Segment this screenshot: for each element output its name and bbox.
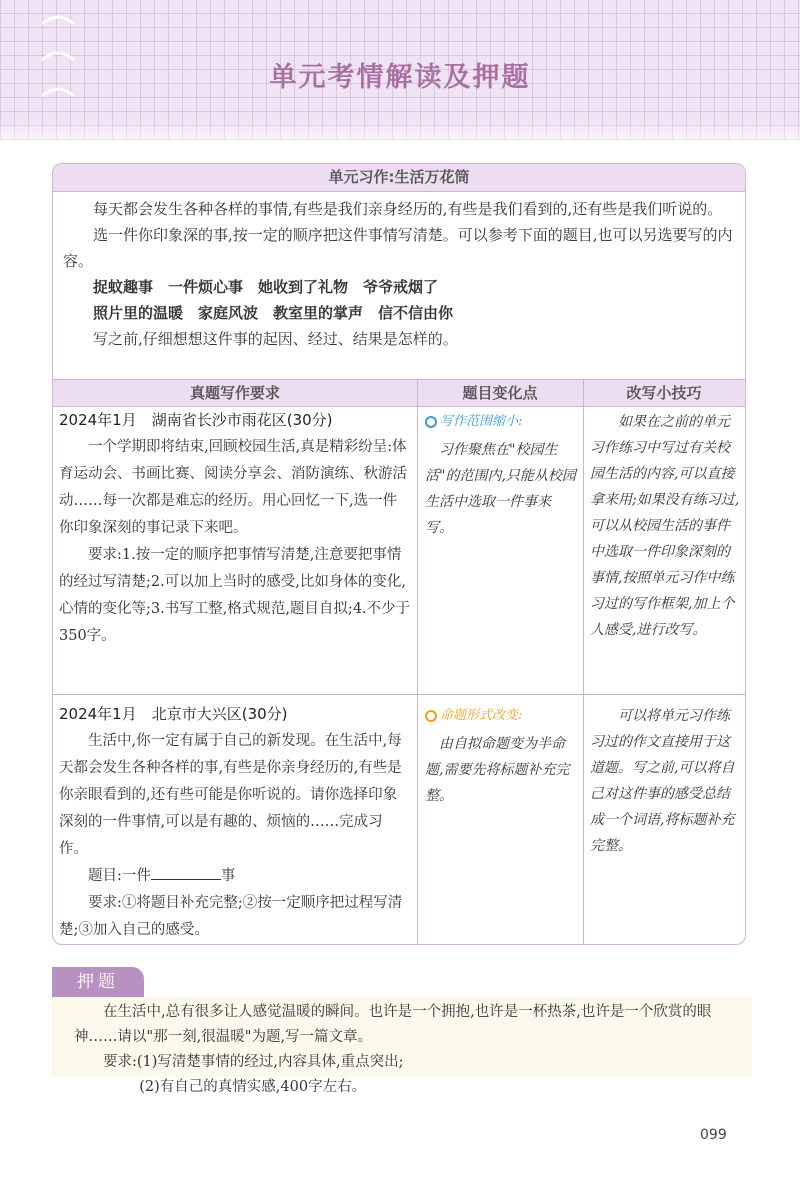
page-title: 单元考情解读及押题 [269,62,531,93]
change-text: 由自拟命题变为半命题,需要先将标题补充完整。 [425,736,570,804]
intro-paragraph: 写之前,仔细想想这件事的起因、经过、结果是怎样的。 [93,330,458,348]
prediction-prompt: 在生活中,总有很多让人感觉温暖的瞬间。也许是一个拥抱,也许是一杯热茶,也许是一个欣赏的眼神……请以"那一刻,很温暖"为题,写一篇文章。 [74,1004,712,1045]
exam-panel [52,163,746,945]
change-text: 习作聚焦在"校园生活"的范围内,只能从校园生活中选取一件事来写。 [425,442,576,536]
prediction-label-text: 押题 [52,967,144,997]
table-row [59,701,411,944]
prediction-content [74,1000,744,1100]
header-fade [0,118,800,158]
change-tag [425,409,522,435]
change-tag-label: 命题形式改变: [440,708,523,723]
row-requirements: 要求:①将题目补充完整;②按一定顺序把过程写清楚;③加入自己的感受。 [59,895,403,938]
intro-paragraph: 选一件你印象深的事,按一定的顺序把这件事情写清楚。可以参考下面的题目,也可以另选要写的内容。 [63,226,733,270]
circle-icon [425,710,437,722]
row-divider [53,694,745,695]
topic-list: 捉蚊趣事 一件烦心事 她收到了礼物 爷爷戒烟了 [93,278,439,296]
panel-intro [53,192,745,352]
tip-text: 可以将单元习作练习过的作文直接用于这道题。写之前,可以将自己对这件事的感受总结成一个词语,将标题补充完整。 [590,708,735,854]
row-topic [59,863,411,890]
change-cell [425,409,577,541]
circle-icon [425,416,437,428]
column-header-change: 题目变化点 [462,384,538,402]
page-number: 099 [700,1127,727,1143]
prediction-label [52,967,144,997]
intro-paragraph: 每天都会发生各种各样的事情,有些是我们亲身经历的,有些是我们看到的,还有些是我们听说的。 [93,200,723,218]
table-header [53,379,745,407]
row-body: 生活中,你一定有属于自己的新发现。在生活中,每天都会发生各种各样的事,有些是你亲身经历的,有些是你亲眼看到的,还有些可能是你听说的。请你选择印象深刻的一件事情,可以是有趣的、烦恼的……完成习作。 [59,733,402,857]
column-divider [583,379,584,944]
tip-cell [590,409,740,643]
prediction-requirement: (2)有自己的真情实感,400字左右。 [139,1079,367,1095]
topic-suffix: 事 [220,868,236,884]
change-tag-label: 写作范围缩小: [440,414,523,429]
table-row [59,407,411,650]
tip-cell [590,703,740,859]
topic-prefix: 题目:一件 [88,868,151,884]
tip-text: 如果在之前的单元习作练习中写过有关校园生活的内容,可以直接拿来用;如果没有练习过,可以从校园生活的事件中选取一件印象深刻的事情,按照单元习作中练习过的写作框架,加上个人感受,进行改写。 [590,414,740,638]
change-cell [425,703,577,809]
row-requirements: 要求:1.按一定的顺序把事情写清楚,注意要把事情的经过写清楚;2.可以加上当时的感受,比如身体的变化,心情的变化等;3.书写工整,格式规范,题目自拟;4.不少于350字。 [59,547,411,644]
row-body: 一个学期即将结束,回顾校园生活,真是精彩纷呈:体育运动会、书画比赛、阅读分享会、消防演练、秋游活动……每一次都是难忘的经历。用心回忆一下,选一件你印象深刻的事记录下来吧。 [59,439,407,536]
topic-list: 照片里的温暖 家庭风波 教室里的掌声 信不信由你 [93,304,454,322]
column-header-tips: 改写小技巧 [626,384,702,402]
row-title: 2024年1月 北京市大兴区(30分) [59,705,288,723]
change-tag [425,703,522,729]
prediction-requirement: 要求:(1)写清楚事情的经过,内容具体,重点突出; [103,1054,404,1070]
column-header-requirements: 真题写作要求 [189,384,280,402]
column-divider [417,379,418,944]
fill-blank [151,865,221,880]
panel-heading: 单元习作:生活万花筒 [53,164,745,192]
row-title: 2024年1月 湖南省长沙市雨花区(30分) [59,411,333,429]
